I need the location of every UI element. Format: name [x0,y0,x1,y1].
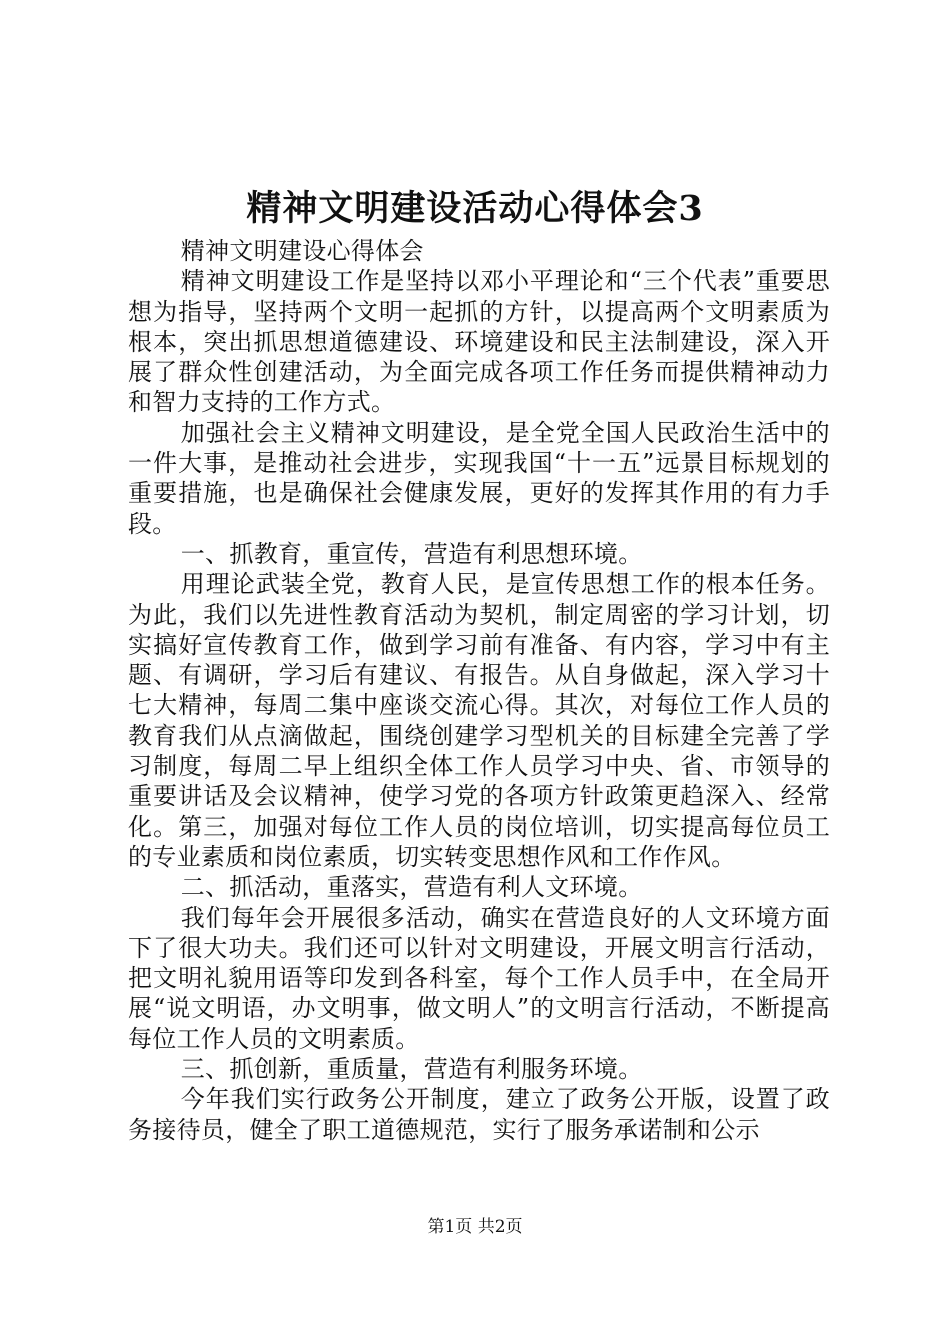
paragraph-innovation: 今年我们实行政务公开制度，建立了政务公开版，设置了政务接待员，健全了职工道德规范，实行了服务承诺制和公示 [128,1085,830,1144]
paragraph-education: 用理论武装全党，教育人民，是宣传思想工作的根本任务。为此，我们以先进性教育活动为契机，制定周密的学习计划，切实搞好宣传教育工作，做到学习前有准备、有内容，学习中有主题、有调研，学习后有建议、有报告。从自身做起，深入学习十七大精神，每周二集中座谈交流心得。其次，对每位工作人员的教育我们从点滴做起，围绕创建学习型机关的目标建全完善了学习制度，每周二早上组织全体工作人员学习中央、省、市领导的重要讲话及会议精神，使学习党的各项方针政策更趋深入、经常化。第三，加强对每位工作人员的岗位培训，切实提高每位员工的专业素质和岗位素质，切实转变思想作风和工作作风。 [128,570,830,871]
section-heading-innovation: 三、抓创新，重质量，营造有利服务环境。 [180,1055,643,1084]
document-body [128,236,830,1145]
section-heading-education: 一、抓教育，重宣传，营造有利思想环境。 [180,539,643,568]
paragraph-subtitle: 精神文明建设心得体会 [180,237,424,265]
paragraph-intro: 精神文明建设工作是坚持以邓小平理论和“三个代表”重要思想为指导，坚持两个文明一起抓的方针，以提高两个文明素质为根本，突出抓思想道德建设、环境建设和民主法制建设，深入开展了群众性创建活动，为全面完成各项工作任务而提供精神动力和智力支持的工作方式。 [128,267,830,417]
paragraph-activities: 我们每年会开展很多活动，确实在营造良好的人文环境方面下了很大功夫。我们还可以针对文明建设，开展文明言行活动，把文明礼貌用语等印发到各科室，每个工作人员手中，在全局开展“说文明语，办文明事，做文明人”的文明言行活动，不断提高每位工作人员的文明素质。 [128,903,830,1053]
page-footer: 第1页 共2页 [427,1217,523,1237]
document-title: 精神文明建设活动心得体会3 [246,188,704,229]
section-heading-activities: 二、抓活动，重落实，营造有利人文环境。 [180,873,643,902]
paragraph-importance: 加强社会主义精神文明建设，是全党全国人民政治生活中的一件大事，是推动社会进步，实现我国“十一五”远景目标规划的重要措施，也是确保社会健康发展，更好的发挥其作用的有力手段。 [128,418,830,538]
